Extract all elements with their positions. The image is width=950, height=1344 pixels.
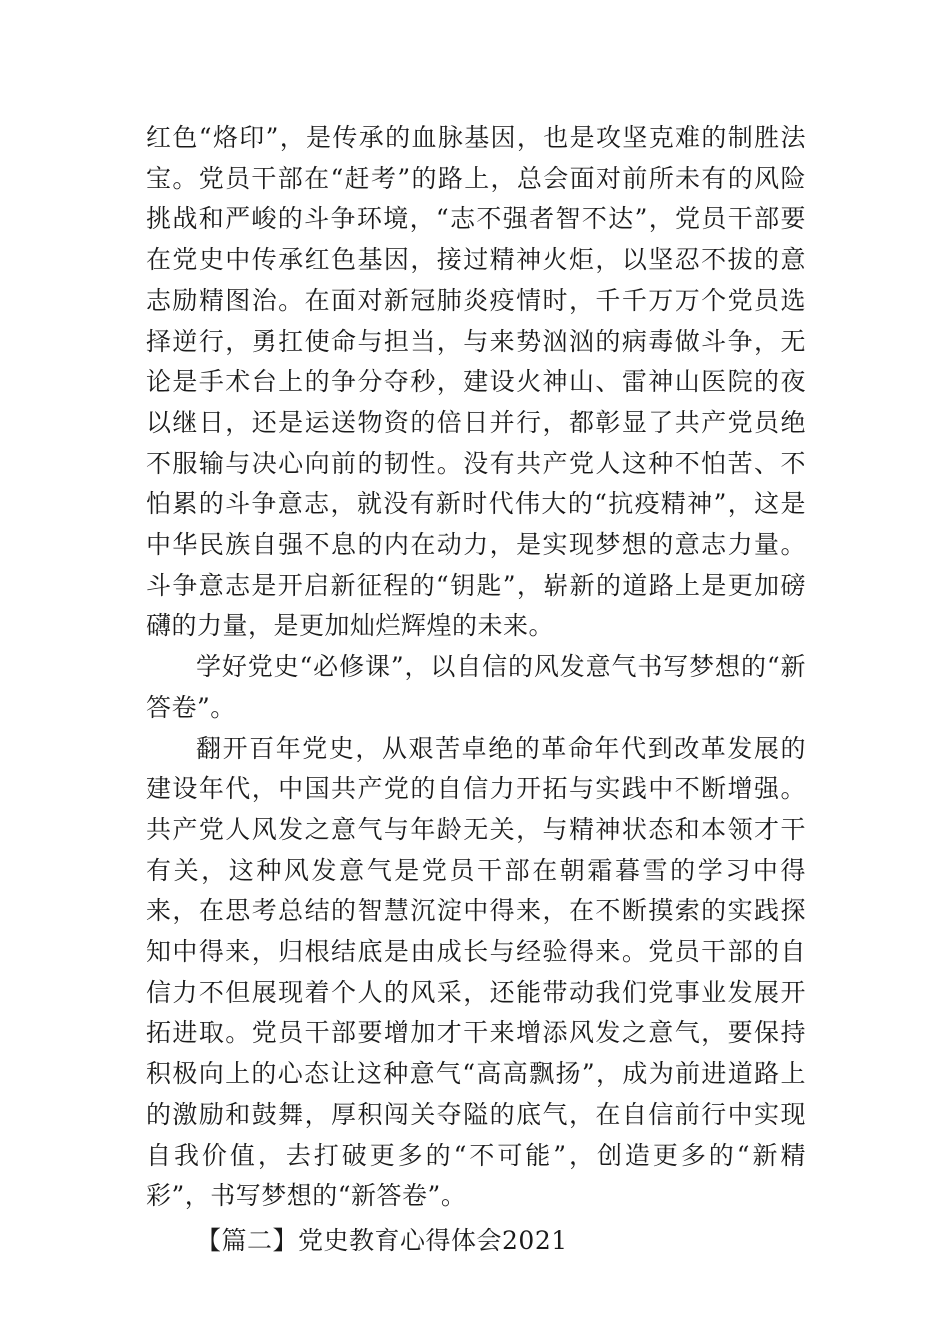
body-paragraph-1: 红色“烙印”，是传承的血脉基因，也是攻坚克难的制胜法宝。党员干部在“赶考”的路上，总会面对前所未有的风险挑战和严峻的斗争环境，“志不强者智不达”，党员干部要在党史中传承红色基因，接过精神火炬，以坚忍不拔的意志励精图治。在面对新冠肺炎疫情时，千千万万个党员选择逆行，勇扛使命与担当，与来势汹汹的病毒做斗争，无论是手术台上的争分夺秒，建设火神山、雷神山医院的夜以继日，还是运送物资的倍日并行，都彰显了共产党员绝不服输与决心向前的韧性。没有共产党人这种不怕苦、不怕累的斗争意志，就没有新时代伟大的“抗疫精神”，这是中华民族自强不息的内在动力，是实现梦想的意志力量。斗争意志是开启新征程的“钥匙”，崭新的道路上是更加磅礴的力量，是更加灿烂辉煌的未来。 xyxy=(146,123,806,641)
body-paragraph-3: 翻开百年党史，从艰苦卓绝的革命年代到改革发展的建设年代，中国共产党的自信力开拓与实践中不断增强。共产党人风发之意气与年龄无关，与精神状态和本领才干有关，这种风发意气是党员干部在朝霜暮雪的学习中得来，在思考总结的智慧沉淀中得来，在不断摸索的实践探知中得来，归根结底是由成长与经验得来。党员干部的自信力不但展现着个人的风采，还能带动我们党事业发展开拓进取。党员干部要增加才干来增添风发之意气，要保持积极向上的心态让这种意气“高高飘扬”，成为前进道路上的激励和鼓舞，厚积闯关夺隘的底气，在自信前行中实现自我价值，去打破更多的“不可能”，创造更多的“新精彩”，书写梦想的“新答卷”。 xyxy=(146,733,806,1211)
document-body xyxy=(146,118,806,1262)
section-heading: 【篇二】党史教育心得体会2021 xyxy=(196,1225,568,1255)
body-paragraph-2: 学好党史“必修课”，以自信的风发意气书写梦想的“新答卷”。 xyxy=(146,652,806,722)
